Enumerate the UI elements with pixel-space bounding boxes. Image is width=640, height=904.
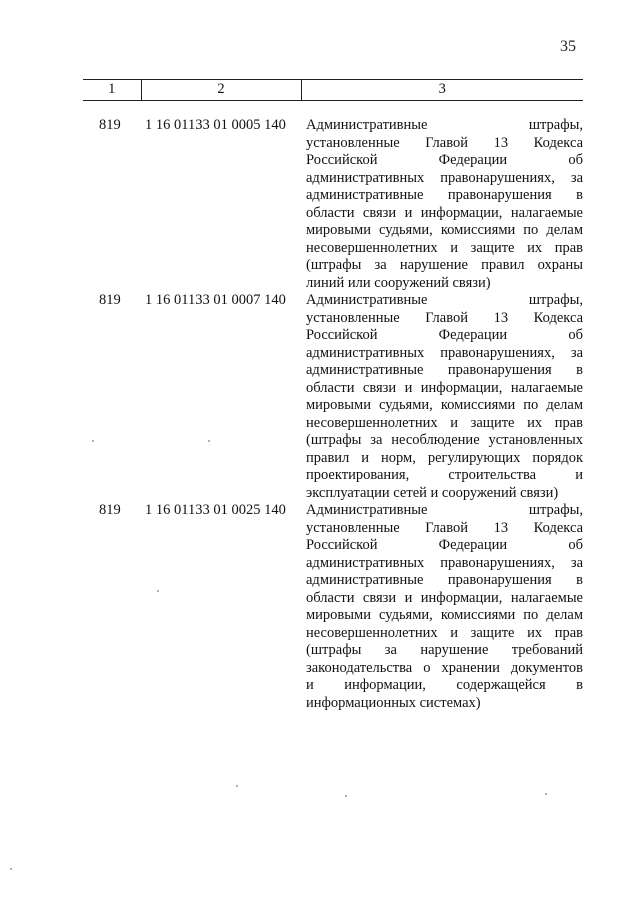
description-line: Административные штрафы, xyxy=(306,117,583,133)
description-line: области связи и информации, налагаемые xyxy=(306,589,583,606)
description-line: законодательства о хранении документов xyxy=(306,659,583,676)
column-header-3: 3 xyxy=(301,80,583,101)
description-line: (штрафы за несоблюдение установленных xyxy=(306,432,583,448)
description-line: административные правонарушения в xyxy=(306,362,583,378)
description-line: проектирования, строительства и xyxy=(306,467,583,483)
description-cell xyxy=(301,502,583,712)
budget-classification-code-cell: 1 16 01133 01 0007 140 xyxy=(145,292,286,308)
description-line: линий или сооружений связи) xyxy=(306,274,491,291)
revenue-codes-table xyxy=(83,79,583,712)
table-header-row xyxy=(83,80,583,101)
table-row xyxy=(83,502,583,712)
description-line: Административные штрафы, xyxy=(306,292,583,308)
description-line: административные правонарушения в xyxy=(306,187,583,203)
column-header-1: 1 xyxy=(83,80,141,101)
scan-speck xyxy=(10,868,12,870)
page-number: 35 xyxy=(560,38,576,55)
scan-speck xyxy=(345,795,347,797)
description-line: (штрафы за нарушение требований xyxy=(306,642,583,658)
description-line: правил и норм, регулирующих порядок xyxy=(306,449,583,466)
description-line: несовершеннолетних и защите их прав xyxy=(306,414,583,431)
table-row xyxy=(83,292,583,502)
description-line: Российской Федерации об xyxy=(306,327,583,343)
description-line: административных правонарушениях, за xyxy=(306,169,583,186)
scan-speck xyxy=(208,440,210,442)
description-cell xyxy=(301,292,583,502)
description-line: административных правонарушениях, за xyxy=(306,344,583,361)
admin-code-cell: 819 xyxy=(99,292,121,308)
budget-classification-code-cell: 1 16 01133 01 0005 140 xyxy=(145,117,286,133)
admin-code-cell: 819 xyxy=(99,502,121,518)
description-line: и информации, содержащейся в xyxy=(306,677,583,693)
description-line: административных правонарушениях, за xyxy=(306,554,583,571)
description-line: мировыми судьями, комиссиями по делам xyxy=(306,397,583,413)
description-line: установленные Главой 13 Кодекса xyxy=(306,134,583,151)
description-line: административные правонарушения в xyxy=(306,572,583,588)
description-line: Российской Федерации об xyxy=(306,537,583,553)
table-body xyxy=(83,101,583,713)
description-line: области связи и информации, налагаемые xyxy=(306,379,583,396)
budget-classification-code-cell: 1 16 01133 01 0025 140 xyxy=(145,502,286,518)
description-line: области связи и информации, налагаемые xyxy=(306,204,583,221)
description-line: несовершеннолетних и защите их прав xyxy=(306,239,583,256)
table-row xyxy=(83,101,583,293)
description-line: мировыми судьями, комиссиями по делам xyxy=(306,222,583,238)
description-line: эксплуатации сетей и сооружений связи) xyxy=(306,484,559,501)
scan-speck xyxy=(545,793,547,795)
description-line: Административные штрафы, xyxy=(306,502,583,518)
description-line: установленные Главой 13 Кодекса xyxy=(306,519,583,536)
description-line: информационных системах) xyxy=(306,694,481,711)
description-line: (штрафы за нарушение правил охраны xyxy=(306,257,583,273)
scan-speck xyxy=(92,440,94,442)
description-line: установленные Главой 13 Кодекса xyxy=(306,309,583,326)
description-line: несовершеннолетних и защите их прав xyxy=(306,624,583,641)
description-line: Российской Федерации об xyxy=(306,152,583,168)
scan-speck xyxy=(236,785,238,787)
description-line: мировыми судьями, комиссиями по делам xyxy=(306,607,583,623)
column-header-2: 2 xyxy=(141,80,301,101)
description-cell xyxy=(301,101,583,293)
scan-speck xyxy=(157,590,159,592)
admin-code-cell: 819 xyxy=(99,117,121,133)
